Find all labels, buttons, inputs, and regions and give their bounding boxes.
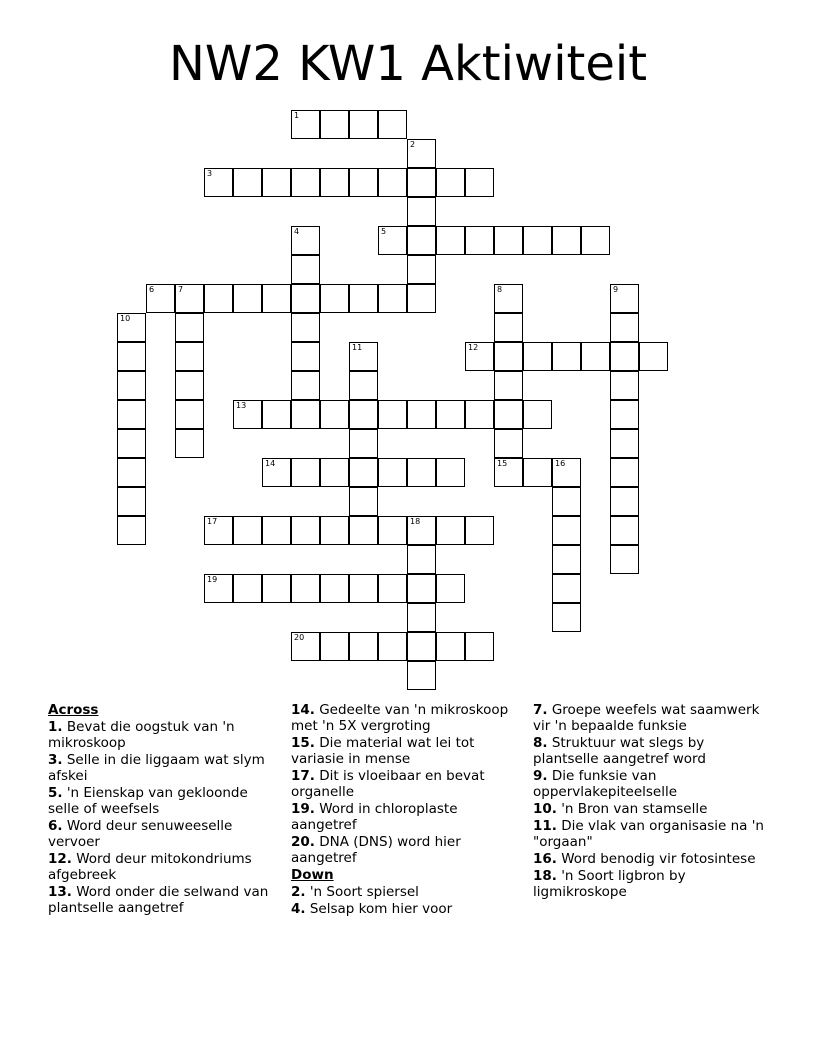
crossword-cell[interactable] xyxy=(146,284,175,313)
crossword-cell[interactable] xyxy=(291,574,320,603)
crossword-cell[interactable] xyxy=(552,574,581,603)
clue-text: Word deur senuweeselle vervoer xyxy=(48,818,233,850)
crossword-cell[interactable] xyxy=(175,313,204,342)
clue-number: 1. xyxy=(48,719,63,735)
crossword-cell[interactable] xyxy=(262,284,291,313)
clue-text: Struktuur wat slegs by plantselle aangetref word xyxy=(533,735,706,767)
clue-item xyxy=(533,801,771,817)
crossword-cell[interactable] xyxy=(320,574,349,603)
crossword-cell[interactable] xyxy=(610,400,639,429)
clue-column-2 xyxy=(291,702,521,918)
clue-text: Die material wat lei tot variasie in mense xyxy=(291,735,475,767)
clue-number-label: 2 xyxy=(410,140,416,149)
clue-item xyxy=(48,818,278,850)
crossword-cell[interactable] xyxy=(523,342,552,371)
crossword-cell[interactable] xyxy=(175,371,204,400)
crossword-cell[interactable] xyxy=(175,284,204,313)
crossword-cell[interactable] xyxy=(291,371,320,400)
crossword-cell[interactable] xyxy=(465,632,494,661)
clue-text: Gedeelte van 'n mikroskoop met 'n 5X vergroting xyxy=(291,702,509,734)
crossword-cell[interactable] xyxy=(349,342,378,371)
clue-number: 16. xyxy=(533,851,557,867)
clue-number: 6. xyxy=(48,818,63,834)
crossword-cell[interactable] xyxy=(349,487,378,516)
crossword-cell[interactable] xyxy=(204,516,233,545)
clue-item xyxy=(291,768,521,800)
clue-column-1 xyxy=(48,702,278,917)
crossword-cell[interactable] xyxy=(494,458,523,487)
clue-number: 11. xyxy=(533,818,557,834)
crossword-cell[interactable] xyxy=(349,168,378,197)
clue-item xyxy=(48,851,278,883)
crossword-cell[interactable] xyxy=(291,632,320,661)
clue-number-label: 5 xyxy=(381,227,387,236)
clue-number: 12. xyxy=(48,851,72,867)
clue-text: Dit is vloeibaar en bevat organelle xyxy=(291,768,485,800)
clue-item xyxy=(48,884,278,916)
crossword-cell[interactable] xyxy=(407,197,436,226)
crossword-cell[interactable] xyxy=(407,400,436,429)
crossword-cell[interactable] xyxy=(349,400,378,429)
crossword-cell[interactable] xyxy=(465,400,494,429)
crossword-cell[interactable] xyxy=(407,458,436,487)
crossword-cell[interactable] xyxy=(204,168,233,197)
clue-number: 9. xyxy=(533,768,548,784)
crossword-cell[interactable] xyxy=(610,458,639,487)
crossword-cell[interactable] xyxy=(378,400,407,429)
crossword-cell[interactable] xyxy=(494,284,523,313)
clue-section-heading: Across xyxy=(48,702,99,718)
clue-item xyxy=(291,801,521,833)
crossword-cell[interactable] xyxy=(233,168,262,197)
crossword-cell[interactable] xyxy=(407,284,436,313)
crossword-cell[interactable] xyxy=(610,429,639,458)
crossword-cell[interactable] xyxy=(233,400,262,429)
crossword-cell[interactable] xyxy=(552,516,581,545)
crossword-cell[interactable] xyxy=(494,371,523,400)
crossword-cell[interactable] xyxy=(610,342,639,371)
clue-number-label: 19 xyxy=(207,575,218,584)
clue-number: 15. xyxy=(291,735,315,751)
crossword-cell[interactable] xyxy=(378,110,407,139)
crossword-cell[interactable] xyxy=(320,110,349,139)
crossword-cell[interactable] xyxy=(407,545,436,574)
crossword-cell[interactable] xyxy=(494,342,523,371)
crossword-cell[interactable] xyxy=(117,487,146,516)
clue-number: 18. xyxy=(533,868,557,884)
crossword-cell[interactable] xyxy=(233,574,262,603)
crossword-cell[interactable] xyxy=(610,545,639,574)
clue-text: Word benodig vir fotosintese xyxy=(556,851,756,867)
clue-number-label: 9 xyxy=(613,285,619,294)
crossword-cell[interactable] xyxy=(407,603,436,632)
crossword-cell[interactable] xyxy=(262,574,291,603)
clue-item xyxy=(291,834,521,866)
crossword-cell[interactable] xyxy=(320,516,349,545)
clue-number: 4. xyxy=(291,901,306,917)
crossword-cell[interactable] xyxy=(523,400,552,429)
crossword-cell[interactable] xyxy=(581,226,610,255)
crossword-cell[interactable] xyxy=(494,226,523,255)
clue-text: Selsap kom hier voor xyxy=(305,901,453,917)
clue-number-label: 4 xyxy=(294,227,300,236)
crossword-cell[interactable] xyxy=(175,429,204,458)
clue-item xyxy=(48,719,278,751)
crossword-cell[interactable] xyxy=(552,226,581,255)
clue-number-label: 3 xyxy=(207,169,213,178)
crossword-cell[interactable] xyxy=(117,429,146,458)
page-title: NW2 KW1 Aktiwiteit xyxy=(168,36,648,92)
crossword-cell[interactable] xyxy=(117,342,146,371)
crossword-cell[interactable] xyxy=(233,516,262,545)
crossword-cell[interactable] xyxy=(436,168,465,197)
clue-text: Groepe weefels wat saamwerk vir 'n bepaalde funksie xyxy=(533,702,760,734)
clue-item xyxy=(533,818,771,850)
crossword-cell[interactable] xyxy=(407,226,436,255)
clue-number-label: 18 xyxy=(410,517,421,526)
clue-number-label: 10 xyxy=(120,314,131,323)
clue-item xyxy=(291,884,521,900)
crossword-cell[interactable] xyxy=(117,516,146,545)
clue-number-label: 14 xyxy=(265,459,276,468)
crossword-cell[interactable] xyxy=(175,342,204,371)
clue-number: 19. xyxy=(291,801,315,817)
crossword-cell[interactable] xyxy=(291,284,320,313)
crossword-cell[interactable] xyxy=(262,400,291,429)
clue-item xyxy=(533,735,771,767)
clue-item xyxy=(291,702,521,734)
crossword-cell[interactable] xyxy=(117,458,146,487)
clue-number-label: 12 xyxy=(468,343,479,352)
crossword-cell[interactable] xyxy=(407,574,436,603)
crossword-cell[interactable] xyxy=(436,574,465,603)
crossword-cell[interactable] xyxy=(291,342,320,371)
crossword-cell[interactable] xyxy=(320,400,349,429)
clue-text: 'n Soort spiersel xyxy=(305,884,419,900)
crossword-cell[interactable] xyxy=(349,371,378,400)
clue-text: Die funksie van oppervlakepiteelselle xyxy=(533,768,678,800)
clue-number: 20. xyxy=(291,834,315,850)
crossword-cell[interactable] xyxy=(291,110,320,139)
crossword-cell[interactable] xyxy=(349,429,378,458)
crossword-cell[interactable] xyxy=(291,458,320,487)
clue-item xyxy=(533,702,771,734)
crossword-cell[interactable] xyxy=(610,516,639,545)
clue-text: DNA (DNS) word hier aangetref xyxy=(291,834,461,866)
crossword-cell[interactable] xyxy=(175,400,204,429)
crossword-cell[interactable] xyxy=(378,284,407,313)
crossword-cell[interactable] xyxy=(407,516,436,545)
clue-number-label: 8 xyxy=(497,285,503,294)
crossword-cell[interactable] xyxy=(291,168,320,197)
crossword-cell[interactable] xyxy=(610,313,639,342)
crossword-cell[interactable] xyxy=(117,313,146,342)
clue-text: Word onder die selwand van plantselle aangetref xyxy=(48,884,269,916)
crossword-cell[interactable] xyxy=(407,168,436,197)
crossword-cell[interactable] xyxy=(610,371,639,400)
crossword-cell[interactable] xyxy=(552,342,581,371)
crossword-cell[interactable] xyxy=(465,342,494,371)
crossword-cell[interactable] xyxy=(233,284,262,313)
clue-number-label: 13 xyxy=(236,401,247,410)
crossword-cell[interactable] xyxy=(436,226,465,255)
clue-number-label: 7 xyxy=(178,285,184,294)
clue-number: 5. xyxy=(48,785,63,801)
crossword-cell[interactable] xyxy=(117,400,146,429)
clue-number-label: 1 xyxy=(294,111,300,120)
crossword-cell[interactable] xyxy=(262,516,291,545)
crossword-cell[interactable] xyxy=(639,342,668,371)
crossword-cell[interactable] xyxy=(117,371,146,400)
clue-number-label: 17 xyxy=(207,517,218,526)
crossword-cell[interactable] xyxy=(552,545,581,574)
crossword-cell[interactable] xyxy=(291,400,320,429)
clue-text: 'n Bron van stamselle xyxy=(556,801,708,817)
crossword-cell[interactable] xyxy=(349,632,378,661)
crossword-cell[interactable] xyxy=(291,516,320,545)
clue-text: Selle in die liggaam wat slym afskei xyxy=(48,752,265,784)
clue-number-label: 15 xyxy=(497,459,508,468)
crossword-cell[interactable] xyxy=(552,603,581,632)
crossword-cell[interactable] xyxy=(378,168,407,197)
clue-item xyxy=(291,735,521,767)
crossword-cell[interactable] xyxy=(291,226,320,255)
clue-item xyxy=(48,752,278,784)
clue-number-label: 11 xyxy=(352,343,363,352)
crossword-cell[interactable] xyxy=(494,400,523,429)
crossword-cell[interactable] xyxy=(436,458,465,487)
crossword-cell[interactable] xyxy=(436,400,465,429)
clue-number: 7. xyxy=(533,702,548,718)
clue-text: 'n Soort ligbron by ligmikroskope xyxy=(533,868,686,900)
crossword-cell[interactable] xyxy=(610,284,639,313)
crossword-cell[interactable] xyxy=(494,313,523,342)
clue-number-label: 6 xyxy=(149,285,155,294)
clue-number: 3. xyxy=(48,752,63,768)
clue-text: Word deur mitokondriums afgebreek xyxy=(48,851,252,883)
clue-number: 2. xyxy=(291,884,306,900)
crossword-cell[interactable] xyxy=(407,632,436,661)
crossword-cell[interactable] xyxy=(349,516,378,545)
clue-text: Word in chloroplaste aangetref xyxy=(291,801,458,833)
crossword-cell[interactable] xyxy=(320,168,349,197)
crossword-cell[interactable] xyxy=(523,458,552,487)
crossword-cell[interactable] xyxy=(465,226,494,255)
crossword-cell[interactable] xyxy=(349,574,378,603)
clue-item xyxy=(533,768,771,800)
crossword-cell[interactable] xyxy=(320,458,349,487)
crossword-cell[interactable] xyxy=(204,284,233,313)
crossword-cell[interactable] xyxy=(552,458,581,487)
clue-column-3 xyxy=(533,702,771,901)
crossword-cell[interactable] xyxy=(378,516,407,545)
crossword-cell[interactable] xyxy=(262,168,291,197)
crossword-cell[interactable] xyxy=(407,255,436,284)
crossword-cell[interactable] xyxy=(523,226,552,255)
crossword-cell[interactable] xyxy=(465,168,494,197)
crossword-cell[interactable] xyxy=(494,429,523,458)
clue-item xyxy=(533,851,771,867)
clue-item xyxy=(291,901,521,917)
clue-number: 8. xyxy=(533,735,548,751)
crossword-cell[interactable] xyxy=(436,516,465,545)
crossword-cell[interactable] xyxy=(349,110,378,139)
crossword-cell[interactable] xyxy=(378,632,407,661)
clue-text: 'n Eienskap van gekloonde selle of weefsels xyxy=(48,785,248,817)
clue-number: 17. xyxy=(291,768,315,784)
crossword-cell[interactable] xyxy=(291,255,320,284)
crossword-cell[interactable] xyxy=(407,661,436,690)
clue-number: 13. xyxy=(48,884,72,900)
crossword-cell[interactable] xyxy=(204,574,233,603)
clue-text: Bevat die oogstuk van 'n mikroskoop xyxy=(48,719,235,751)
crossword-cell[interactable] xyxy=(436,632,465,661)
crossword-cell[interactable] xyxy=(378,574,407,603)
crossword-cell[interactable] xyxy=(291,313,320,342)
crossword-cell[interactable] xyxy=(378,226,407,255)
clue-number-label: 16 xyxy=(555,459,566,468)
crossword-cell[interactable] xyxy=(465,516,494,545)
clue-number-label: 20 xyxy=(294,633,305,642)
crossword-cell[interactable] xyxy=(610,487,639,516)
crossword-cell[interactable] xyxy=(349,284,378,313)
crossword-cell[interactable] xyxy=(407,139,436,168)
crossword-cell[interactable] xyxy=(320,284,349,313)
clue-text: Die vlak van organisasie na 'n "orgaan" xyxy=(533,818,764,850)
clue-number: 14. xyxy=(291,702,315,718)
clue-item xyxy=(533,868,771,900)
crossword-cell[interactable] xyxy=(378,458,407,487)
clue-number: 10. xyxy=(533,801,557,817)
crossword-cell[interactable] xyxy=(349,458,378,487)
crossword-cell[interactable] xyxy=(552,487,581,516)
crossword-cell[interactable] xyxy=(581,342,610,371)
clue-item xyxy=(48,785,278,817)
crossword-cell[interactable] xyxy=(262,458,291,487)
clue-section-heading: Down xyxy=(291,867,334,883)
crossword-cell[interactable] xyxy=(320,632,349,661)
